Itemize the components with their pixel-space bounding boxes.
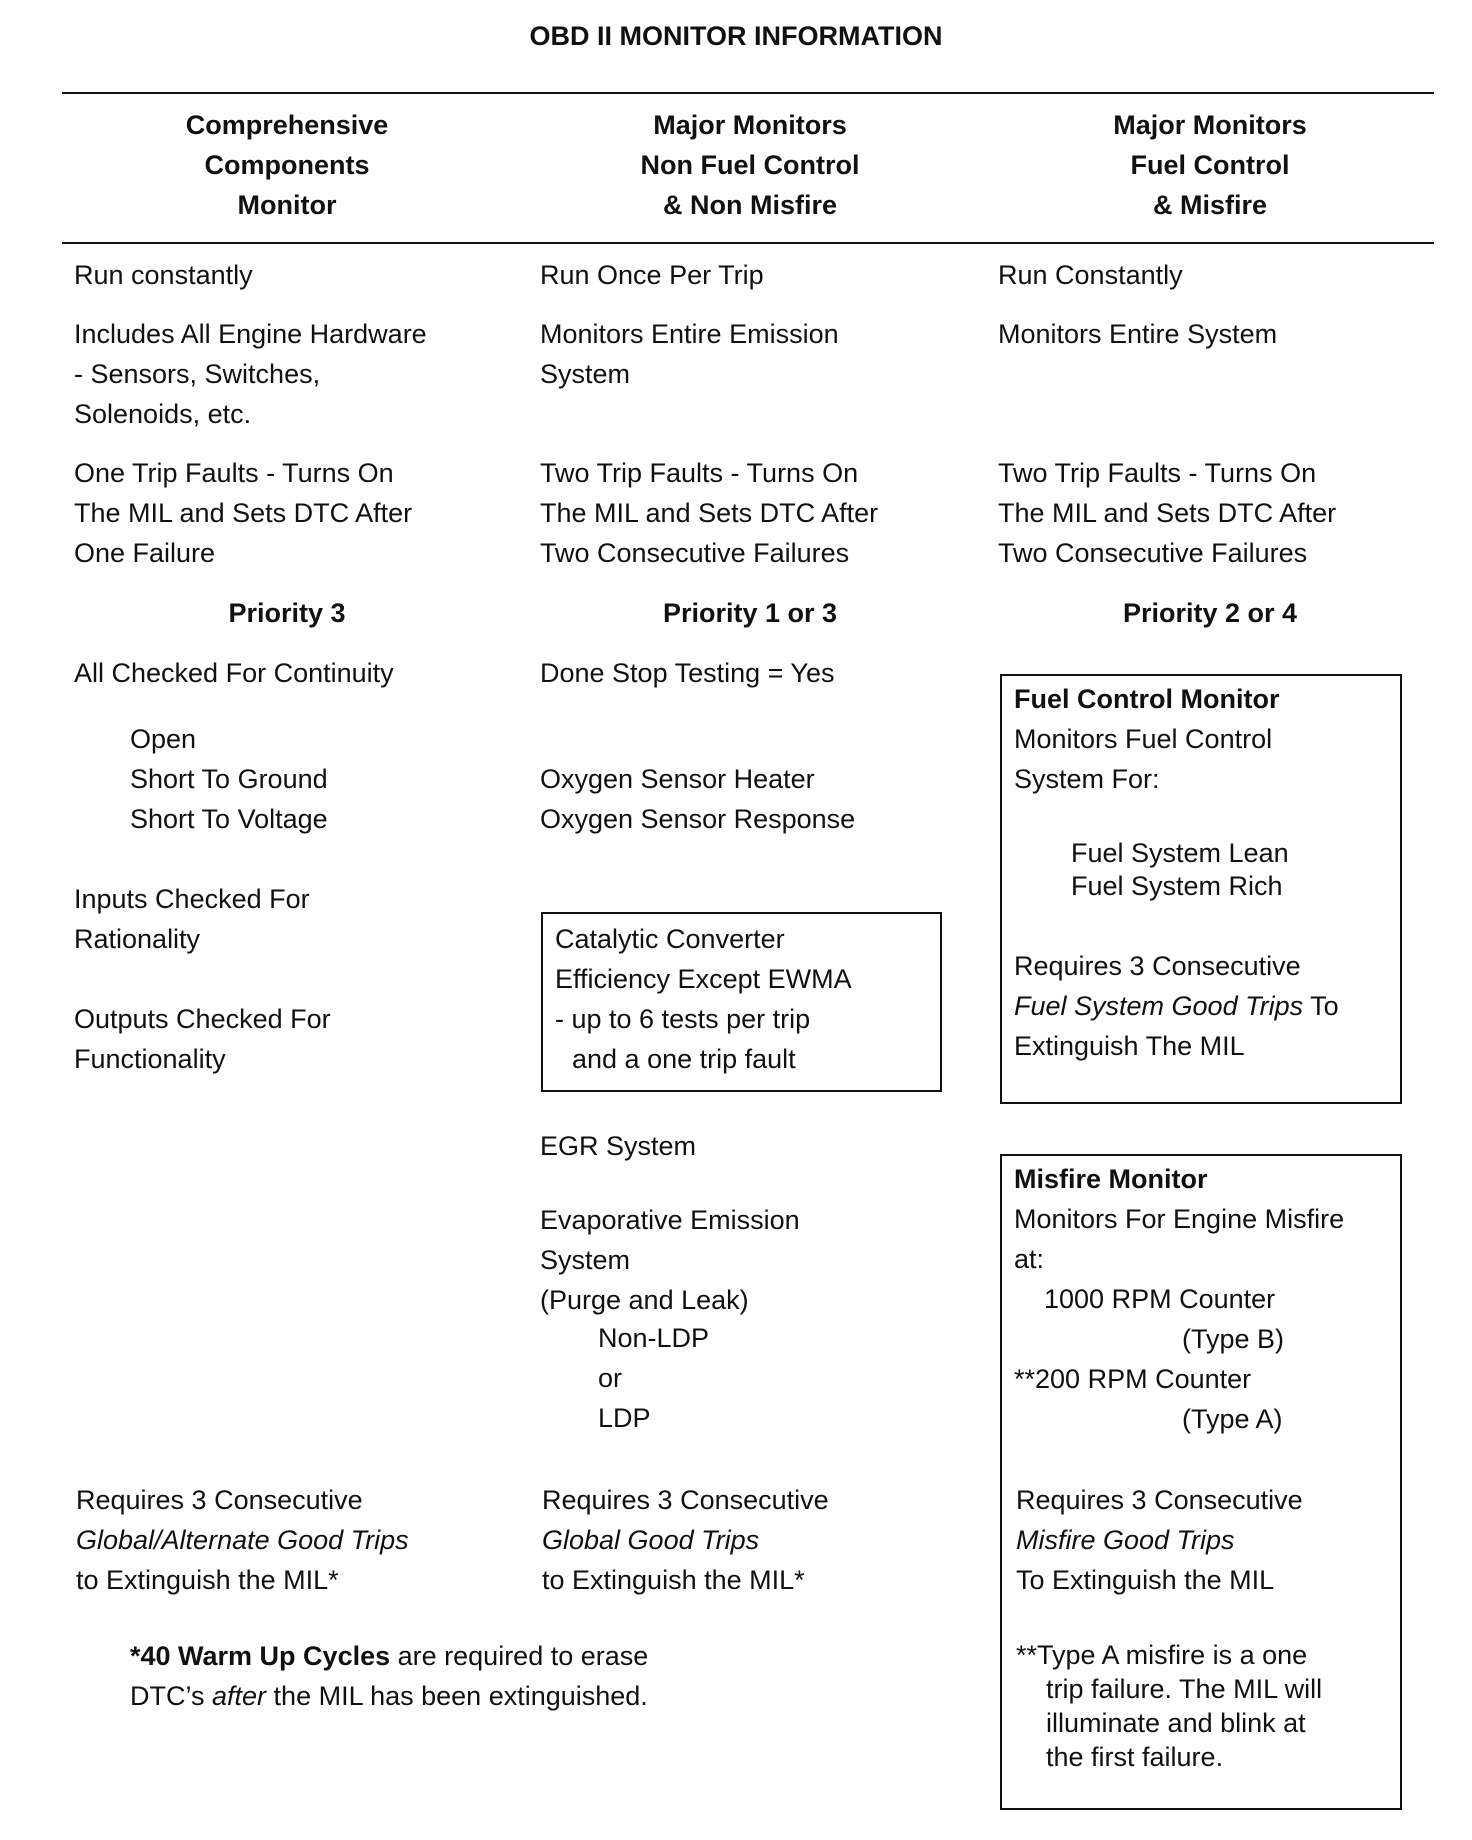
col1-check-voltage: Short To Voltage xyxy=(130,804,328,834)
fuel-box-line1: Monitors Fuel Control xyxy=(1014,724,1273,754)
misfire-box-counter1: 1000 RPM Counter xyxy=(1044,1284,1276,1314)
fuel-box-to: To xyxy=(1303,991,1339,1021)
col2-faults-line2: The MIL and Sets DTC After xyxy=(540,498,879,528)
misfire-note-line1: **Type A misfire is a one xyxy=(1016,1640,1308,1670)
misfire-box-type1: (Type B) xyxy=(1182,1324,1285,1354)
col2-o2-response: Oxygen Sensor Response xyxy=(540,804,856,834)
col2-requires: Requires 3 Consecutive xyxy=(542,1485,829,1515)
footnote-dtc: DTC’s xyxy=(130,1681,213,1711)
col2-evap-non-ldp: Non-LDP xyxy=(598,1323,710,1353)
misfire-box-extinguish: To Extinguish the MIL xyxy=(1016,1565,1275,1595)
header-col2-line2: Non Fuel Control xyxy=(640,150,860,180)
header-col1-line3: Monitor xyxy=(237,190,337,220)
fuel-box-heading: Fuel Control Monitor xyxy=(1014,684,1280,714)
header-bottom-rule xyxy=(62,242,1434,244)
header-top-rule xyxy=(62,92,1434,94)
col1-inputs-line2: Rationality xyxy=(74,924,201,954)
col2-priority: Priority 1 or 3 xyxy=(662,598,838,628)
col1-extinguish: to Extinguish the MIL* xyxy=(76,1565,339,1595)
col2-done: Done Stop Testing = Yes xyxy=(540,658,835,688)
cat-box-line3: - up to 6 tests per trip xyxy=(555,1004,811,1034)
fuel-box-line2: System For: xyxy=(1014,764,1160,794)
col2-monitors-line1: Monitors Entire Emission xyxy=(540,319,839,349)
misfire-box-type2: (Type A) xyxy=(1182,1404,1283,1434)
col2-evap-line3: (Purge and Leak) xyxy=(540,1285,749,1315)
col2-faults-line3: Two Consecutive Failures xyxy=(540,538,850,568)
col1-checked: All Checked For Continuity xyxy=(74,658,394,688)
footnote-warmup: *40 Warm Up Cycles xyxy=(130,1641,391,1671)
col2-o2-heater: Oxygen Sensor Heater xyxy=(540,764,815,794)
col3-faults-line3: Two Consecutive Failures xyxy=(998,538,1308,568)
col3-faults-line1: Two Trip Faults - Turns On xyxy=(998,458,1317,488)
fuel-box-rich: Fuel System Rich xyxy=(1071,871,1283,901)
col1-outputs-line2: Functionality xyxy=(74,1044,226,1074)
fuel-box-requires: Requires 3 Consecutive xyxy=(1014,951,1301,981)
misfire-note-line2: trip failure. The MIL will xyxy=(1046,1674,1323,1704)
header-col3-line2: Fuel Control xyxy=(1130,150,1290,180)
col2-good-trips: Global Good Trips xyxy=(542,1525,760,1555)
col2-evap-or: or xyxy=(598,1363,623,1393)
col3-run: Run Constantly xyxy=(998,260,1183,290)
cat-box-line1: Catalytic Converter xyxy=(555,924,785,954)
col1-faults-line2: The MIL and Sets DTC After xyxy=(74,498,413,528)
col1-check-open: Open xyxy=(130,724,197,754)
header-col3-line1: Major Monitors xyxy=(1113,110,1307,140)
col3-faults-line2: The MIL and Sets DTC After xyxy=(998,498,1337,528)
footnote-rest1: are required to erase xyxy=(390,1641,649,1671)
col2-evap-line2: System xyxy=(540,1245,631,1275)
misfire-box-heading: Misfire Monitor xyxy=(1014,1164,1208,1194)
col3-priority: Priority 2 or 4 xyxy=(1122,598,1298,628)
col1-faults-line1: One Trip Faults - Turns On xyxy=(74,458,394,488)
misfire-note-line3: illuminate and blink at xyxy=(1046,1708,1306,1738)
fuel-box-good-trips-line xyxy=(1014,986,1339,1026)
col1-run: Run constantly xyxy=(74,260,253,290)
col2-egr: EGR System xyxy=(540,1131,697,1161)
header-col2-line3: & Non Misfire xyxy=(662,190,837,220)
cat-box-line4: and a one trip fault xyxy=(572,1044,796,1074)
col1-includes-line3: Solenoids, etc. xyxy=(74,399,252,429)
header-col1-line1: Comprehensive xyxy=(185,110,389,140)
fuel-box-extinguish: Extinguish The MIL xyxy=(1014,1031,1245,1061)
col2-evap-line1: Evaporative Emission xyxy=(540,1205,800,1235)
page-title: OBD II MONITOR INFORMATION xyxy=(529,21,943,51)
footnote-line1 xyxy=(130,1636,648,1676)
misfire-box-line2: at: xyxy=(1014,1244,1045,1274)
fuel-box-good-trips: Fuel System Good Trips xyxy=(1014,991,1304,1021)
misfire-note-line4: the first failure. xyxy=(1046,1742,1224,1772)
misfire-box-requires: Requires 3 Consecutive xyxy=(1016,1485,1303,1515)
col2-extinguish: to Extinguish the MIL* xyxy=(542,1565,805,1595)
col1-outputs-line1: Outputs Checked For xyxy=(74,1004,331,1034)
col2-faults-line1: Two Trip Faults - Turns On xyxy=(540,458,859,488)
misfire-box-line1: Monitors For Engine Misfire xyxy=(1014,1204,1345,1234)
col2-evap-ldp: LDP xyxy=(598,1403,651,1433)
header-col2-line1: Major Monitors xyxy=(653,110,847,140)
col1-check-ground: Short To Ground xyxy=(130,764,328,794)
footnote-rest2: the MIL has been extinguished. xyxy=(266,1681,648,1711)
footnote-after: after xyxy=(212,1681,267,1711)
col1-priority: Priority 3 xyxy=(228,598,346,628)
col2-run: Run Once Per Trip xyxy=(540,260,764,290)
footnote-line2 xyxy=(130,1676,648,1716)
col1-faults-line3: One Failure xyxy=(74,538,216,568)
col1-requires: Requires 3 Consecutive xyxy=(76,1485,363,1515)
header-col1-line2: Components xyxy=(204,150,370,180)
col3-monitors: Monitors Entire System xyxy=(998,319,1278,349)
col1-good-trips: Global/Alternate Good Trips xyxy=(76,1525,409,1555)
fuel-box-lean: Fuel System Lean xyxy=(1071,838,1289,868)
misfire-box-good-trips: Misfire Good Trips xyxy=(1016,1525,1235,1555)
header-col3-line3: & Misfire xyxy=(1152,190,1268,220)
misfire-box-counter2: **200 RPM Counter xyxy=(1014,1364,1252,1394)
col2-monitors-line2: System xyxy=(540,359,631,389)
cat-box-line2: Efficiency Except EWMA xyxy=(555,964,852,994)
col1-includes-line2: - Sensors, Switches, xyxy=(74,359,321,389)
col1-includes-line1: Includes All Engine Hardware xyxy=(74,319,427,349)
col1-inputs-line1: Inputs Checked For xyxy=(74,884,310,914)
